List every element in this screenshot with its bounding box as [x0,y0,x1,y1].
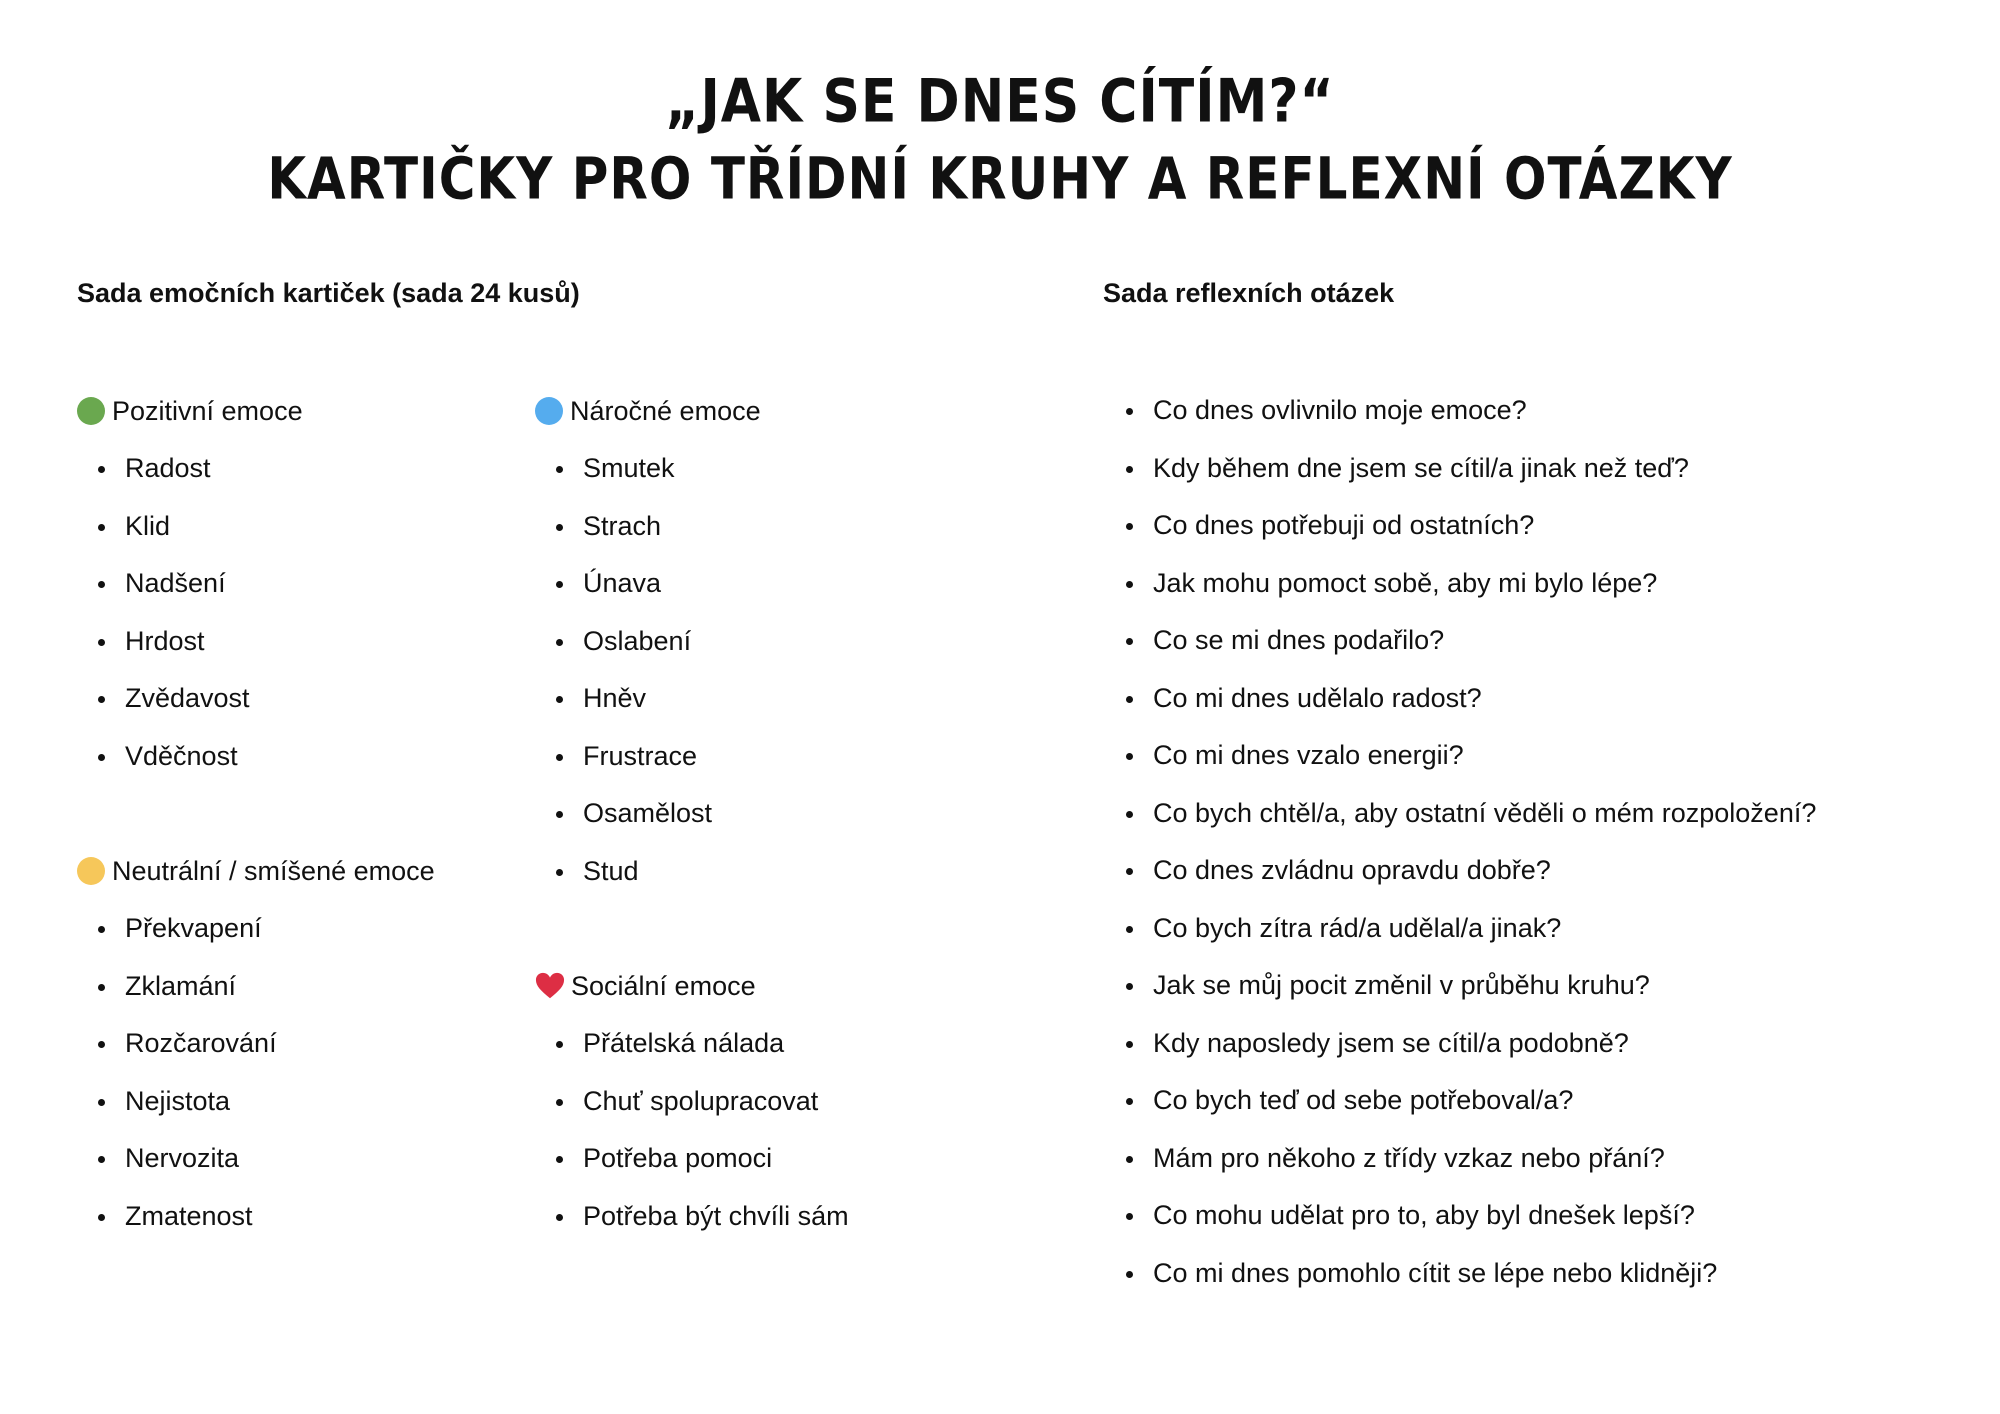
question-item: Co dnes potřebuji od ostatních? [1103,497,1816,555]
list-item: Zklamání [77,958,435,1016]
emotion-group-social [535,957,849,1245]
blue-circle-icon [535,397,563,425]
list-item: Smutek [535,440,761,498]
list-item: Nadšení [77,555,303,613]
emotion-list [77,900,435,1245]
question-item: Co mi dnes vzalo energii? [1103,727,1816,785]
yellow-circle-icon [77,857,105,885]
emotion-group-label: Náročné emoce [570,395,761,426]
list-item: Překvapení [77,900,435,958]
emotion-group-positive [77,382,303,785]
emotion-group-label: Neutrální / smíšené emoce [112,855,435,886]
page-title-line-1: „JAK SE DNES CÍTÍM?“ [665,67,1335,137]
question-item: Co mohu udělat pro to, aby byl dnešek lepší? [1103,1187,1816,1245]
list-item: Frustrace [535,728,761,786]
list-item: Zmatenost [77,1188,435,1246]
question-item: Co bych chtěl/a, aby ostatní věděli o mém rozpoložení? [1103,785,1816,843]
emotion-cards-heading: Sada emočních kartiček (sada 24 kusů) [77,278,580,308]
question-item: Co bych zítra rád/a udělal/a jinak? [1103,900,1816,958]
question-item: Co mi dnes pomohlo cítit se lépe nebo klidněji? [1103,1245,1816,1303]
emotion-group-header [535,957,849,1015]
question-item: Co se mi dnes podařilo? [1103,612,1816,670]
red-heart-icon [535,971,565,1001]
emotion-group-label: Pozitivní emoce [112,395,303,426]
list-item: Potřeba být chvíli sám [535,1188,849,1246]
list-item: Strach [535,498,761,556]
question-item: Co dnes ovlivnilo moje emoce? [1103,382,1816,440]
emotion-group-challenging [535,382,761,900]
list-item: Nervozita [77,1130,435,1188]
reflection-questions [1103,382,1816,1302]
question-item: Co mi dnes udělalo radost? [1103,670,1816,728]
question-item: Co bych teď od sebe potřeboval/a? [1103,1072,1816,1130]
list-item: Hněv [535,670,761,728]
emotion-group-header [535,382,761,440]
list-item: Potřeba pomoci [535,1130,849,1188]
list-item: Nejistota [77,1073,435,1131]
emotion-list [535,440,761,900]
question-item: Kdy během dne jsem se cítil/a jinak než teď? [1103,440,1816,498]
list-item: Přátelská nálada [535,1015,849,1073]
list-item: Radost [77,440,303,498]
list-item: Chuť spolupracovat [535,1073,849,1131]
list-item: Oslabení [535,613,761,671]
list-item: Stud [535,843,761,901]
list-item: Osamělost [535,785,761,843]
emotion-group-header [77,382,303,440]
list-item: Únava [535,555,761,613]
emotion-group-neutral [77,842,435,1245]
list-item: Zvědavost [77,670,303,728]
emotion-list [535,1015,849,1245]
page-title-line-2: KARTIČKY PRO TŘÍDNÍ KRUHY A REFLEXNÍ OTÁZKY [267,145,1733,213]
list-item: Klid [77,498,303,556]
question-item: Co dnes zvládnu opravdu dobře? [1103,842,1816,900]
list-item: Vděčnost [77,728,303,786]
question-item: Jak se můj pocit změnil v průběhu kruhu? [1103,957,1816,1015]
emotion-group-label: Sociální emoce [571,970,756,1001]
green-circle-icon [77,397,105,425]
question-item: Kdy naposledy jsem se cítil/a podobně? [1103,1015,1816,1073]
list-item: Hrdost [77,613,303,671]
question-item: Jak mohu pomoct sobě, aby mi bylo lépe? [1103,555,1816,613]
list-item: Rozčarování [77,1015,435,1073]
emotion-group-header [77,842,435,900]
question-item: Mám pro někoho z třídy vzkaz nebo přání? [1103,1130,1816,1188]
emotion-list [77,440,303,785]
question-list [1103,382,1816,1302]
reflection-questions-heading: Sada reflexních otázek [1103,278,1395,308]
